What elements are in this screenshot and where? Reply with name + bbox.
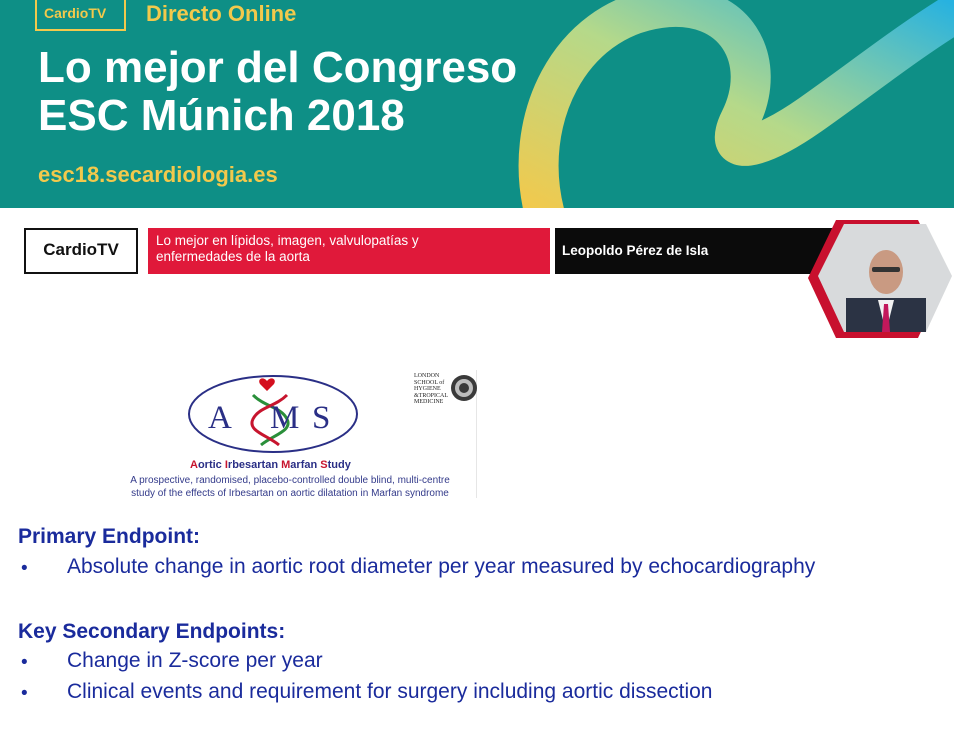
cardiotv-logo: CardioTV: [43, 240, 119, 259]
study-desc-line1: A prospective, randomised, placebo-controlled double blind, multi-centre: [130, 475, 450, 486]
study-desc-line2: study of the effects of Irbesartan on aortic dilatation in Marfan syndrome: [131, 488, 449, 499]
banner-title-line2: ESC Múnich 2018: [38, 91, 405, 140]
topic-title: [156, 233, 546, 265]
topic-line2: enfermedades de la aorta: [156, 249, 310, 264]
cardiotv-badge: CardioTV: [44, 5, 107, 21]
institution-line: HYGIENE: [414, 386, 441, 392]
speaker-name: Leopoldo Pérez de Isla: [562, 243, 709, 258]
heart-icon: [259, 378, 275, 391]
banner-subtitle: Directo Online: [146, 1, 297, 26]
bullet-icon: •: [21, 652, 28, 673]
primary-endpoint-item: Absolute change in aortic root diameter per year measured by echocardiography: [67, 555, 816, 578]
banner-title-line1: Lo mejor del Congreso: [38, 43, 518, 92]
primary-endpoint-heading: Primary Endpoint:: [18, 525, 201, 548]
study-description: [110, 474, 470, 500]
institution-crest-icon: [450, 373, 478, 403]
institution-line: MEDICINE: [414, 399, 444, 405]
aims-letter-s: S: [312, 400, 333, 436]
aims-letter-m: M: [270, 400, 302, 436]
institution-line: LONDON: [414, 373, 440, 379]
study-name-s: S: [320, 459, 328, 471]
secondary-endpoints-heading: Key Secondary Endpoints:: [18, 620, 286, 643]
event-banner: [0, 0, 954, 208]
institution-line: SCHOOL of: [414, 379, 445, 386]
study-name-arfan: arfan: [290, 459, 321, 471]
study-name-rbesartan: rbesartan: [227, 459, 282, 471]
study-name-a: A: [190, 459, 198, 471]
study-name-tudy: tudy: [327, 459, 351, 471]
banner-url: esc18.secardiologia.es: [38, 162, 278, 187]
aims-letter-a: A: [208, 400, 234, 436]
study-name-m: M: [281, 459, 291, 471]
bullet-icon: •: [21, 558, 28, 579]
speaker-video-thumbnail: [806, 220, 954, 338]
institution-logo-text: [414, 373, 448, 406]
secondary-endpoint-item: Change in Z-score per year: [67, 649, 323, 672]
study-name-i: I: [224, 459, 228, 471]
topic-line1: Lo mejor en lípidos, imagen, valvulopatías y: [156, 233, 419, 248]
secondary-endpoint-item: Clinical events and requirement for surgery including aortic dissection: [67, 680, 713, 703]
study-name-ortic: ortic: [197, 459, 225, 471]
study-name: [190, 459, 351, 471]
bullet-icon: •: [21, 683, 28, 704]
institution-line: &TROPICAL: [414, 392, 449, 399]
